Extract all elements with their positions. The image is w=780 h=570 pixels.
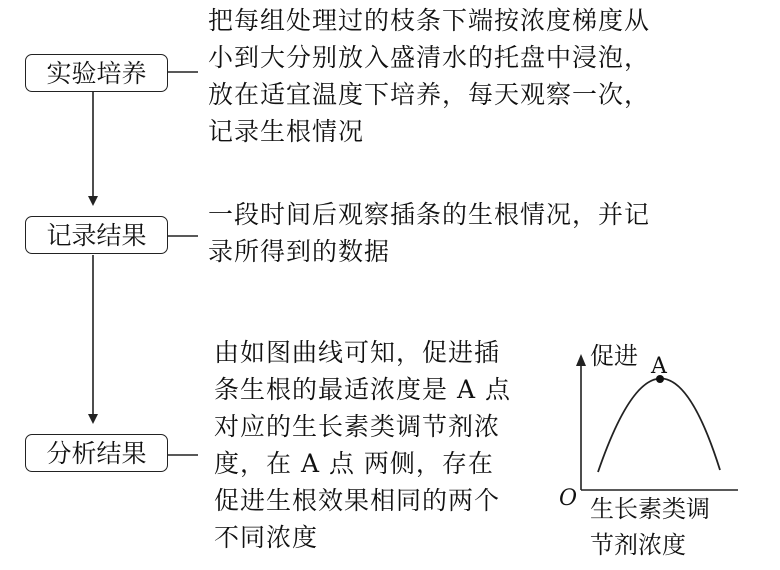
step-box-record xyxy=(25,216,168,254)
arrow-down-icon xyxy=(88,414,98,424)
graph-origin-label: O xyxy=(559,486,578,511)
response-curve xyxy=(598,378,720,472)
description-line: 录所得到的数据 xyxy=(208,237,391,266)
graph-y-label: 促进 xyxy=(590,342,638,370)
step-box-culture xyxy=(25,54,168,92)
arrow-down-icon xyxy=(88,196,98,206)
description-line: 把每组处理过的枝条下端按浓度梯度从 xyxy=(208,6,651,35)
step-box-analyze xyxy=(25,434,168,472)
graph-peak-label: A xyxy=(651,354,667,379)
step-label: 记录结果 xyxy=(46,220,147,250)
y-axis-arrow-icon xyxy=(576,354,586,366)
graph-x-label-line-2: 节剂浓度 xyxy=(590,531,686,559)
description-line: 条生根的最适浓度是 A 点 xyxy=(214,375,511,404)
step-description-record xyxy=(208,196,650,270)
graph-x-label-line-1: 生长素类调 xyxy=(590,495,710,523)
step-label: 分析结果 xyxy=(46,438,147,468)
description-line: 促进生根效果相同的两个 xyxy=(214,486,501,515)
description-line: 由如图曲线可知，促进插 xyxy=(214,338,501,367)
description-line: 度，在 A 点 两侧，存在 xyxy=(214,449,494,478)
step-description-analyze xyxy=(214,334,511,556)
description-line: 不同浓度 xyxy=(214,523,319,552)
step-description-culture xyxy=(208,2,650,150)
description-line: 一段时间后观察插条的生根情况，并记 xyxy=(208,200,651,229)
description-line: 对应的生长素类调节剂浓 xyxy=(214,412,501,441)
description-line: 小到大分别放入盛清水的托盘中浸泡， xyxy=(208,43,651,72)
step-label: 实验培养 xyxy=(46,58,147,88)
description-line: 记录生根情况 xyxy=(208,117,365,146)
description-line: 放在适宜温度下培养，每天观察一次， xyxy=(208,80,651,109)
